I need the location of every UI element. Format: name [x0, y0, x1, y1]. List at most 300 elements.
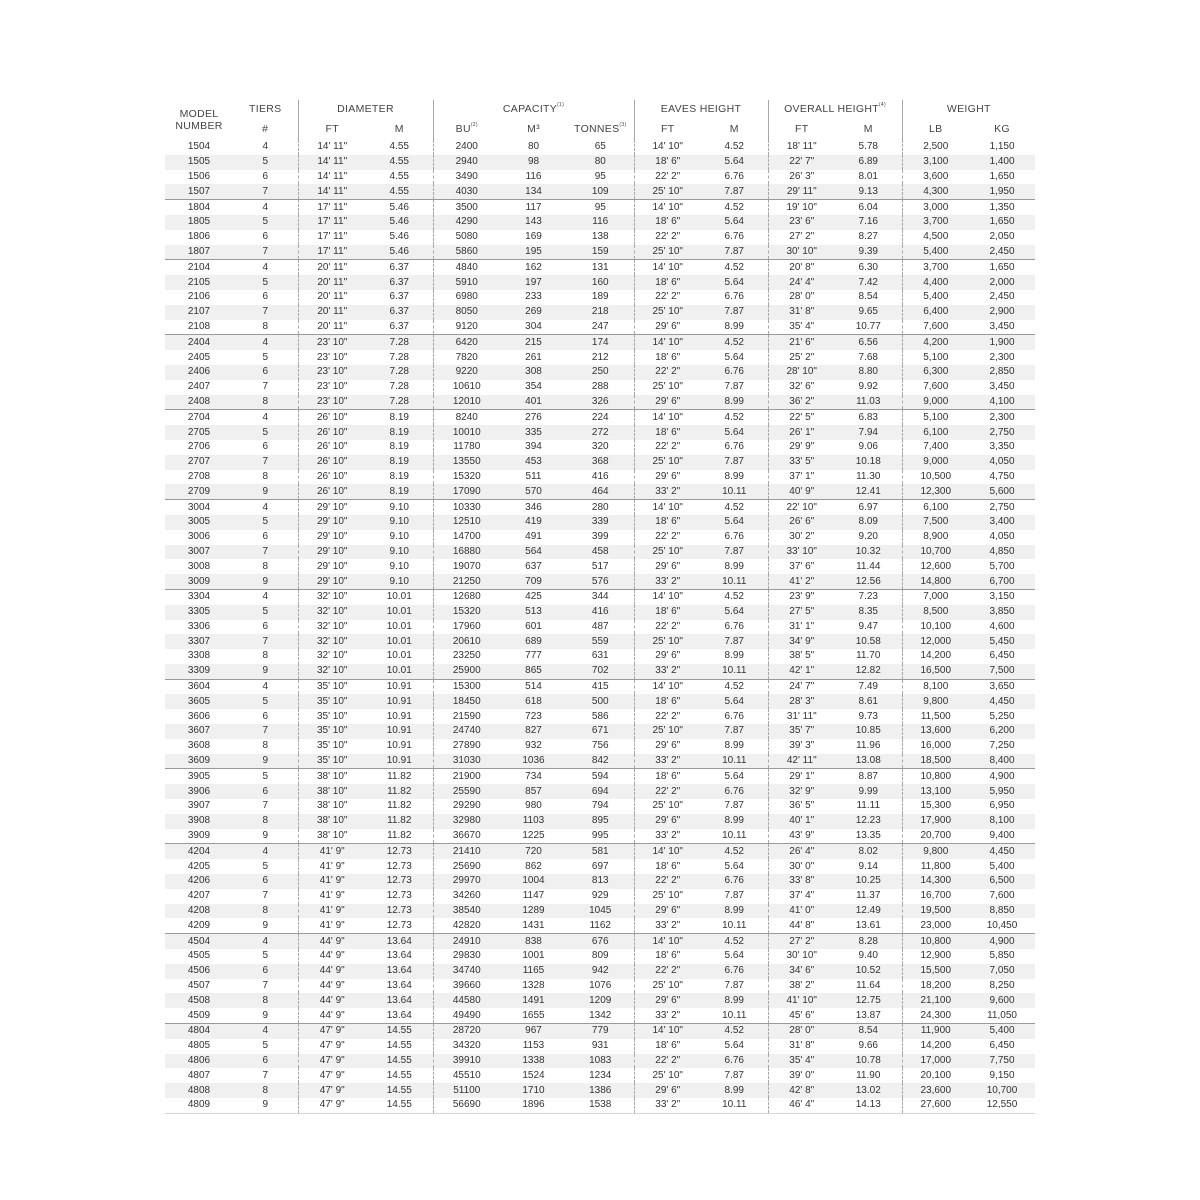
cell-overall-ft: 42' 8" [768, 1083, 835, 1098]
header-weight: WEIGHT [946, 103, 991, 115]
cell-eaves-ft: 33' 2" [634, 574, 701, 589]
cell-capacity-tonnes: 842 [567, 754, 634, 769]
cell-diameter-m: 11.82 [366, 814, 433, 829]
cell-tiers: 8 [233, 993, 298, 1008]
table-row [165, 425, 1035, 440]
table-row [165, 320, 1035, 335]
cell-model: 4205 [187, 860, 211, 872]
cell-weight-lb: 11,500 [920, 710, 951, 722]
cell-diameter-m: 10.91 [366, 679, 433, 694]
cell-model: 3305 [165, 605, 233, 620]
cell-overall-m: 13.02 [835, 1083, 902, 1098]
cell-capacity-tonnes: 581 [567, 844, 634, 859]
cell-capacity-tonnes: 174 [567, 335, 634, 350]
cell-capacity-m3: 1431 [522, 919, 545, 931]
cell-overall-ft: 32' 6" [789, 381, 815, 393]
table-row [165, 350, 1035, 365]
cell-capacity-bu: 56690 [433, 1098, 500, 1113]
cell-weight-lb: 19,500 [902, 904, 969, 919]
cell-diameter-m: 10.01 [366, 649, 433, 664]
cell-weight-kg: 2,300 [989, 351, 1015, 363]
cell-diameter-ft: 23' 10" [298, 335, 366, 350]
header-capacity-label: CAPACITY [502, 103, 558, 115]
cell-overall-m: 8.54 [835, 1024, 902, 1039]
cell-capacity-bu: 49490 [452, 1009, 481, 1021]
cell-eaves-m: 6.76 [701, 170, 768, 185]
cell-diameter-ft: 29' 10" [298, 515, 366, 530]
cell-overall-m: 12.82 [835, 664, 902, 679]
cell-eaves-m: 8.99 [701, 649, 768, 664]
table-row [165, 859, 1035, 874]
cell-weight-lb: 11,800 [920, 860, 951, 872]
cell-overall-ft: 40' 1" [768, 814, 835, 829]
cell-diameter-ft: 23' 10" [298, 365, 366, 380]
cell-weight-kg: 1,650 [969, 260, 1035, 275]
cell-diameter-m: 6.37 [366, 320, 433, 335]
cell-capacity-m3: 346 [500, 500, 567, 515]
cell-diameter-m: 4.55 [366, 140, 433, 155]
cell-model: 3606 [187, 710, 211, 722]
cell-tiers: 4 [233, 1024, 298, 1039]
cell-overall-m: 8.87 [835, 769, 902, 784]
cell-tiers: 6 [233, 290, 298, 305]
cell-capacity-tonnes: 416 [567, 605, 634, 620]
cell-weight-lb: 6,300 [902, 365, 969, 380]
cell-diameter-m: 8.19 [366, 410, 433, 425]
cell-eaves-ft: 18' 6" [634, 215, 701, 230]
table-row [165, 1039, 1035, 1054]
cell-diameter-m: 13.64 [366, 1008, 433, 1023]
cell-weight-lb: 13,600 [902, 724, 969, 739]
cell-weight-lb: 12,900 [920, 950, 952, 962]
cell-weight-kg: 5,400 [989, 860, 1015, 872]
cell-overall-m: 11.64 [835, 979, 902, 994]
cell-eaves-m: 5.64 [701, 425, 768, 440]
cell-tiers: 8 [233, 559, 298, 574]
cell-capacity-m3: 425 [500, 589, 567, 604]
cell-capacity-tonnes: 594 [567, 769, 634, 784]
cell-weight-kg: 3,450 [989, 381, 1015, 393]
cell-diameter-ft: 38' 10" [298, 814, 366, 829]
cell-model: 2107 [165, 305, 233, 320]
cell-eaves-ft: 25' 10" [634, 455, 701, 470]
cell-tiers: 9 [233, 754, 298, 769]
cell-capacity-tonnes: 95 [567, 200, 634, 215]
table-row [165, 769, 1035, 784]
table-row [165, 559, 1035, 574]
cell-capacity-tonnes: 368 [567, 455, 634, 470]
cell-capacity-m3: 734 [500, 769, 567, 784]
cell-eaves-ft: 29' 6" [634, 904, 701, 919]
cell-diameter-ft: 41' 9" [298, 874, 366, 889]
cell-model: 2405 [187, 351, 211, 363]
cell-overall-ft: 19' 10" [768, 200, 835, 215]
cell-overall-ft: 40' 9" [768, 484, 835, 499]
cell-capacity-tonnes: 464 [567, 484, 634, 499]
cell-capacity-tonnes: 138 [567, 230, 634, 245]
cell-overall-m: 8.27 [835, 230, 902, 245]
cell-model: 1505 [165, 155, 233, 170]
cell-diameter-m: 14.55 [366, 1039, 433, 1054]
cell-tiers: 5 [233, 859, 298, 874]
cell-capacity-m3: 453 [500, 455, 567, 470]
cell-eaves-m: 10.11 [701, 664, 768, 679]
cell-eaves-m: 5.64 [701, 1039, 768, 1054]
cell-model: 2704 [165, 410, 233, 425]
cell-overall-ft: 23' 6" [768, 215, 835, 230]
table-row [165, 918, 1035, 933]
header-diameter-m: M [366, 118, 433, 140]
cell-weight-lb: 21,100 [902, 993, 969, 1008]
cell-eaves-m: 4.52 [701, 844, 768, 859]
cell-diameter-ft: 44' 9" [298, 993, 366, 1008]
cell-eaves-m: 10.11 [701, 918, 768, 933]
cell-overall-ft: 27' 2" [789, 231, 815, 243]
cell-capacity-m3: 491 [525, 531, 542, 543]
cell-eaves-m: 8.99 [701, 739, 768, 754]
cell-eaves-ft: 22' 2" [634, 964, 701, 979]
cell-weight-kg: 8,850 [969, 904, 1035, 919]
cell-tiers: 9 [233, 918, 298, 933]
cell-diameter-m: 14.55 [366, 1098, 433, 1113]
cell-overall-m: 10.78 [835, 1054, 902, 1069]
cell-weight-lb: 7,600 [923, 381, 949, 393]
table-row [165, 530, 1035, 545]
cell-model: 4504 [165, 934, 233, 949]
cell-weight-kg: 6,700 [969, 574, 1035, 589]
cell-eaves-m: 7.87 [701, 724, 768, 739]
cell-eaves-m: 7.87 [701, 455, 768, 470]
cell-tiers: 5 [233, 275, 298, 290]
cell-overall-ft: 31' 8" [768, 305, 835, 320]
cell-capacity-bu: 25690 [452, 860, 481, 872]
cell-tiers: 5 [233, 949, 298, 964]
cell-weight-lb: 18,500 [902, 754, 969, 769]
cell-weight-kg: 1,900 [969, 335, 1035, 350]
cell-overall-ft: 33' 8" [768, 874, 835, 889]
cell-model: 3907 [187, 800, 211, 812]
cell-weight-kg: 4,850 [969, 545, 1035, 560]
cell-overall-m: 7.68 [835, 350, 902, 365]
cell-eaves-m: 8.99 [701, 470, 768, 485]
cell-capacity-tonnes: 326 [567, 395, 634, 410]
cell-eaves-m: 4.52 [701, 410, 768, 425]
table-row [165, 574, 1035, 589]
cell-eaves-m: 10.11 [701, 484, 768, 499]
cell-diameter-ft: 23' 10" [317, 381, 348, 393]
header-overall-label: OVERALL HEIGHT [784, 103, 879, 115]
cell-tiers: 4 [233, 200, 298, 215]
cell-capacity-m3: 134 [500, 184, 567, 199]
cell-diameter-ft: 35' 10" [317, 740, 348, 752]
cell-overall-ft: 26' 6" [768, 515, 835, 530]
cell-tiers: 9 [233, 484, 298, 499]
cell-tiers: 5 [233, 155, 298, 170]
cell-diameter-ft: 44' 9" [298, 934, 366, 949]
cell-tiers: 8 [233, 904, 298, 919]
cell-model: 3009 [165, 574, 233, 589]
cell-eaves-m: 7.87 [701, 634, 768, 649]
cell-capacity-tonnes: 272 [567, 425, 634, 440]
cell-weight-kg: 4,050 [989, 531, 1015, 543]
cell-weight-kg: 1,150 [989, 141, 1015, 153]
cell-diameter-ft: 32' 10" [298, 634, 366, 649]
cell-diameter-ft: 47' 9" [319, 1069, 345, 1081]
cell-diameter-ft: 41' 9" [319, 919, 345, 931]
cell-weight-kg: 6,450 [989, 650, 1015, 662]
header-diameter: DIAMETER [298, 100, 433, 118]
cell-weight-kg: 2,750 [969, 425, 1035, 440]
cell-eaves-m: 6.76 [701, 964, 768, 979]
cell-diameter-m: 10.01 [366, 634, 433, 649]
cell-diameter-ft: 38' 10" [298, 784, 366, 799]
table-row [165, 275, 1035, 290]
cell-capacity-tonnes: 218 [567, 305, 634, 320]
cell-capacity-bu: 11780 [453, 441, 481, 453]
cell-diameter-m: 12.73 [366, 918, 433, 933]
cell-overall-ft: 37' 6" [789, 560, 815, 572]
cell-eaves-ft: 22' 2" [655, 531, 681, 543]
table-body [165, 140, 1035, 1113]
cell-overall-ft: 37' 4" [789, 890, 815, 902]
cell-overall-m: 8.28 [835, 934, 902, 949]
cell-diameter-m: 10.01 [366, 664, 433, 679]
cell-capacity-m3: 1289 [500, 904, 567, 919]
cell-overall-ft: 22' 5" [768, 410, 835, 425]
cell-capacity-m3: 401 [500, 395, 567, 410]
cell-weight-lb: 3,100 [902, 155, 969, 170]
cell-weight-lb: 14,300 [902, 874, 969, 889]
header-eaves-height: EAVES HEIGHT [634, 100, 768, 118]
cell-diameter-m: 5.46 [366, 230, 433, 245]
cell-eaves-ft: 29' 6" [634, 1083, 701, 1098]
cell-overall-m: 13.87 [835, 1008, 902, 1023]
cell-overall-m: 9.20 [835, 530, 902, 545]
cell-eaves-m: 6.76 [701, 230, 768, 245]
cell-eaves-m: 7.87 [701, 979, 768, 994]
cell-eaves-m: 10.11 [701, 1008, 768, 1023]
cell-weight-lb: 13,100 [902, 784, 969, 799]
cell-weight-lb: 23,600 [902, 1083, 969, 1098]
cell-model: 4506 [165, 964, 233, 979]
cell-weight-kg: 1,400 [969, 155, 1035, 170]
cell-weight-lb: 16,500 [902, 664, 969, 679]
cell-capacity-bu: 15320 [452, 470, 481, 482]
cell-overall-ft: 34' 9" [768, 634, 835, 649]
cell-capacity-tonnes: 1538 [567, 1098, 634, 1113]
cell-eaves-ft: 18' 6" [634, 694, 701, 709]
cell-weight-kg: 11,050 [987, 1009, 1017, 1021]
cell-overall-ft: 27' 5" [768, 605, 835, 620]
cell-weight-kg: 5,850 [989, 950, 1015, 962]
cell-eaves-ft: 18' 6" [655, 1040, 681, 1052]
cell-model: 2105 [165, 275, 233, 290]
cell-diameter-ft: 41' 9" [298, 844, 366, 859]
table-row [165, 814, 1035, 829]
cell-capacity-tonnes: 576 [567, 574, 634, 589]
cell-weight-lb: 14,200 [920, 1040, 952, 1052]
cell-eaves-m: 8.99 [701, 1083, 768, 1098]
cell-capacity-m3: 601 [525, 620, 542, 632]
table-row [165, 290, 1035, 305]
cell-diameter-m: 5.46 [366, 245, 433, 260]
cell-eaves-ft: 25' 10" [634, 545, 701, 560]
cell-overall-m: 10.52 [835, 964, 902, 979]
cell-diameter-ft: 32' 10" [298, 605, 366, 620]
cell-overall-ft: 35' 4" [789, 320, 815, 332]
cell-diameter-m: 12.73 [366, 874, 433, 889]
cell-overall-m: 11.96 [835, 739, 902, 754]
cell-weight-kg: 8,400 [969, 754, 1035, 769]
cell-weight-lb: 17,900 [902, 814, 969, 829]
cell-weight-lb: 16,700 [920, 890, 952, 902]
cell-tiers: 9 [233, 664, 298, 679]
cell-eaves-m: 8.99 [701, 320, 768, 335]
cell-tiers: 4 [233, 589, 298, 604]
cell-model: 1507 [165, 184, 233, 199]
cell-tiers: 9 [233, 574, 298, 589]
cell-diameter-m: 12.73 [366, 844, 433, 859]
cell-overall-m: 11.03 [835, 395, 902, 410]
cell-diameter-m: 12.73 [366, 859, 433, 874]
cell-capacity-m3: 1153 [522, 1040, 545, 1052]
cell-capacity-bu: 38540 [433, 904, 500, 919]
table-row [165, 380, 1035, 395]
table-row [165, 545, 1035, 560]
cell-weight-lb: 3,700 [902, 260, 969, 275]
cell-weight-lb: 14,200 [920, 650, 952, 662]
cell-tiers: 4 [233, 934, 298, 949]
cell-diameter-m: 12.73 [366, 904, 433, 919]
cell-weight-kg: 4,450 [969, 844, 1035, 859]
cell-capacity-tonnes: 80 [567, 155, 634, 170]
cell-eaves-ft: 14' 10" [634, 934, 701, 949]
cell-weight-lb: 8,900 [923, 531, 949, 543]
cell-eaves-m: 4.52 [701, 500, 768, 515]
cell-capacity-tonnes: 559 [567, 634, 634, 649]
cell-eaves-m: 6.76 [701, 440, 768, 455]
cell-eaves-m: 6.76 [701, 709, 768, 724]
cell-eaves-m: 7.87 [701, 380, 768, 395]
table-row [165, 620, 1035, 635]
cell-overall-m: 10.58 [835, 634, 902, 649]
cell-overall-m: 12.49 [835, 904, 902, 919]
cell-capacity-bu: 20610 [433, 634, 500, 649]
cell-eaves-m: 4.52 [701, 934, 768, 949]
cell-weight-kg: 7,050 [969, 964, 1035, 979]
cell-diameter-m: 13.64 [366, 949, 433, 964]
cell-capacity-bu: 9220 [433, 365, 500, 380]
cell-eaves-ft: 18' 6" [634, 605, 701, 620]
cell-capacity-m3: 862 [525, 860, 542, 872]
cell-diameter-m: 14.55 [366, 1054, 433, 1069]
cell-tiers: 7 [233, 245, 298, 260]
cell-capacity-m3: 308 [500, 365, 567, 380]
cell-diameter-ft: 20' 11" [317, 320, 348, 332]
cell-overall-ft: 25' 2" [789, 351, 815, 363]
cell-weight-lb: 10,800 [902, 934, 969, 949]
cell-capacity-tonnes: 929 [567, 889, 634, 904]
cell-eaves-ft: 14' 10" [634, 500, 701, 515]
cell-overall-ft: 41' 10" [768, 993, 835, 1008]
cell-overall-ft: 23' 9" [768, 589, 835, 604]
cell-overall-ft: 26' 3" [789, 170, 815, 182]
cell-capacity-bu: 4840 [433, 260, 500, 275]
cell-weight-kg: 4,450 [969, 694, 1035, 709]
cell-tiers: 8 [233, 320, 298, 335]
cell-tiers: 7 [233, 545, 298, 560]
cell-diameter-ft: 14' 11" [317, 141, 348, 153]
cell-diameter-ft: 35' 10" [317, 710, 348, 722]
cell-eaves-ft: 18' 6" [634, 515, 701, 530]
table-row [165, 470, 1035, 485]
cell-overall-ft: 42' 11" [768, 754, 835, 769]
cell-weight-kg: 10,450 [986, 919, 1018, 931]
cell-capacity-m3: 1225 [522, 830, 545, 842]
cell-diameter-ft: 26' 10" [298, 455, 366, 470]
cell-overall-m: 12.75 [835, 993, 902, 1008]
cell-diameter-m: 8.19 [366, 425, 433, 440]
cell-weight-kg: 3,850 [969, 605, 1035, 620]
cell-model: 3906 [165, 784, 233, 799]
cell-overall-ft: 34' 6" [768, 964, 835, 979]
cell-tiers: 7 [233, 979, 298, 994]
table-row [165, 739, 1035, 754]
table-row [165, 155, 1035, 170]
cell-model: 4804 [165, 1024, 233, 1039]
cell-diameter-m: 7.28 [366, 365, 433, 380]
cell-capacity-bu: 12680 [433, 589, 500, 604]
cell-overall-m: 6.56 [835, 335, 902, 350]
cell-eaves-m: 6.76 [701, 290, 768, 305]
cell-capacity-tonnes: 895 [567, 814, 634, 829]
cell-capacity-bu: 4290 [433, 215, 500, 230]
cell-weight-kg: 6,200 [969, 724, 1035, 739]
cell-eaves-ft: 22' 2" [655, 620, 681, 632]
header-overall-ft: FT [795, 123, 809, 135]
cell-weight-lb: 23,000 [920, 919, 952, 931]
cell-capacity-m3: 689 [500, 634, 567, 649]
cell-eaves-ft: 33' 2" [655, 830, 681, 842]
cell-model: 3607 [165, 724, 233, 739]
cell-overall-ft: 28' 3" [768, 694, 835, 709]
cell-capacity-tonnes: 95 [567, 170, 634, 185]
cell-weight-lb: 10,500 [920, 470, 952, 482]
cell-capacity-m3: 162 [500, 260, 567, 275]
cell-eaves-ft: 14' 10" [652, 141, 683, 153]
cell-diameter-m: 9.10 [366, 515, 433, 530]
cell-capacity-tonnes: 212 [567, 350, 634, 365]
table-row [165, 993, 1035, 1008]
cell-capacity-bu: 9120 [455, 320, 478, 332]
cell-weight-kg: 2,000 [969, 275, 1035, 290]
cell-weight-kg: 8,250 [989, 980, 1015, 992]
cell-model: 3008 [187, 560, 211, 572]
cell-eaves-ft: 18' 6" [655, 950, 681, 962]
table-row [165, 829, 1035, 844]
cell-tiers: 7 [233, 455, 298, 470]
cell-capacity-tonnes: 339 [567, 515, 634, 530]
cell-weight-kg: 4,750 [989, 470, 1015, 482]
cell-eaves-ft: 14' 10" [634, 260, 701, 275]
table-row [165, 904, 1035, 919]
cell-overall-m: 10.32 [835, 545, 902, 560]
cell-weight-lb: 7,000 [902, 589, 969, 604]
cell-model: 4206 [165, 874, 233, 889]
table-row [165, 979, 1035, 994]
cell-capacity-m3: 570 [500, 484, 567, 499]
cell-overall-m: 10.25 [835, 874, 902, 889]
